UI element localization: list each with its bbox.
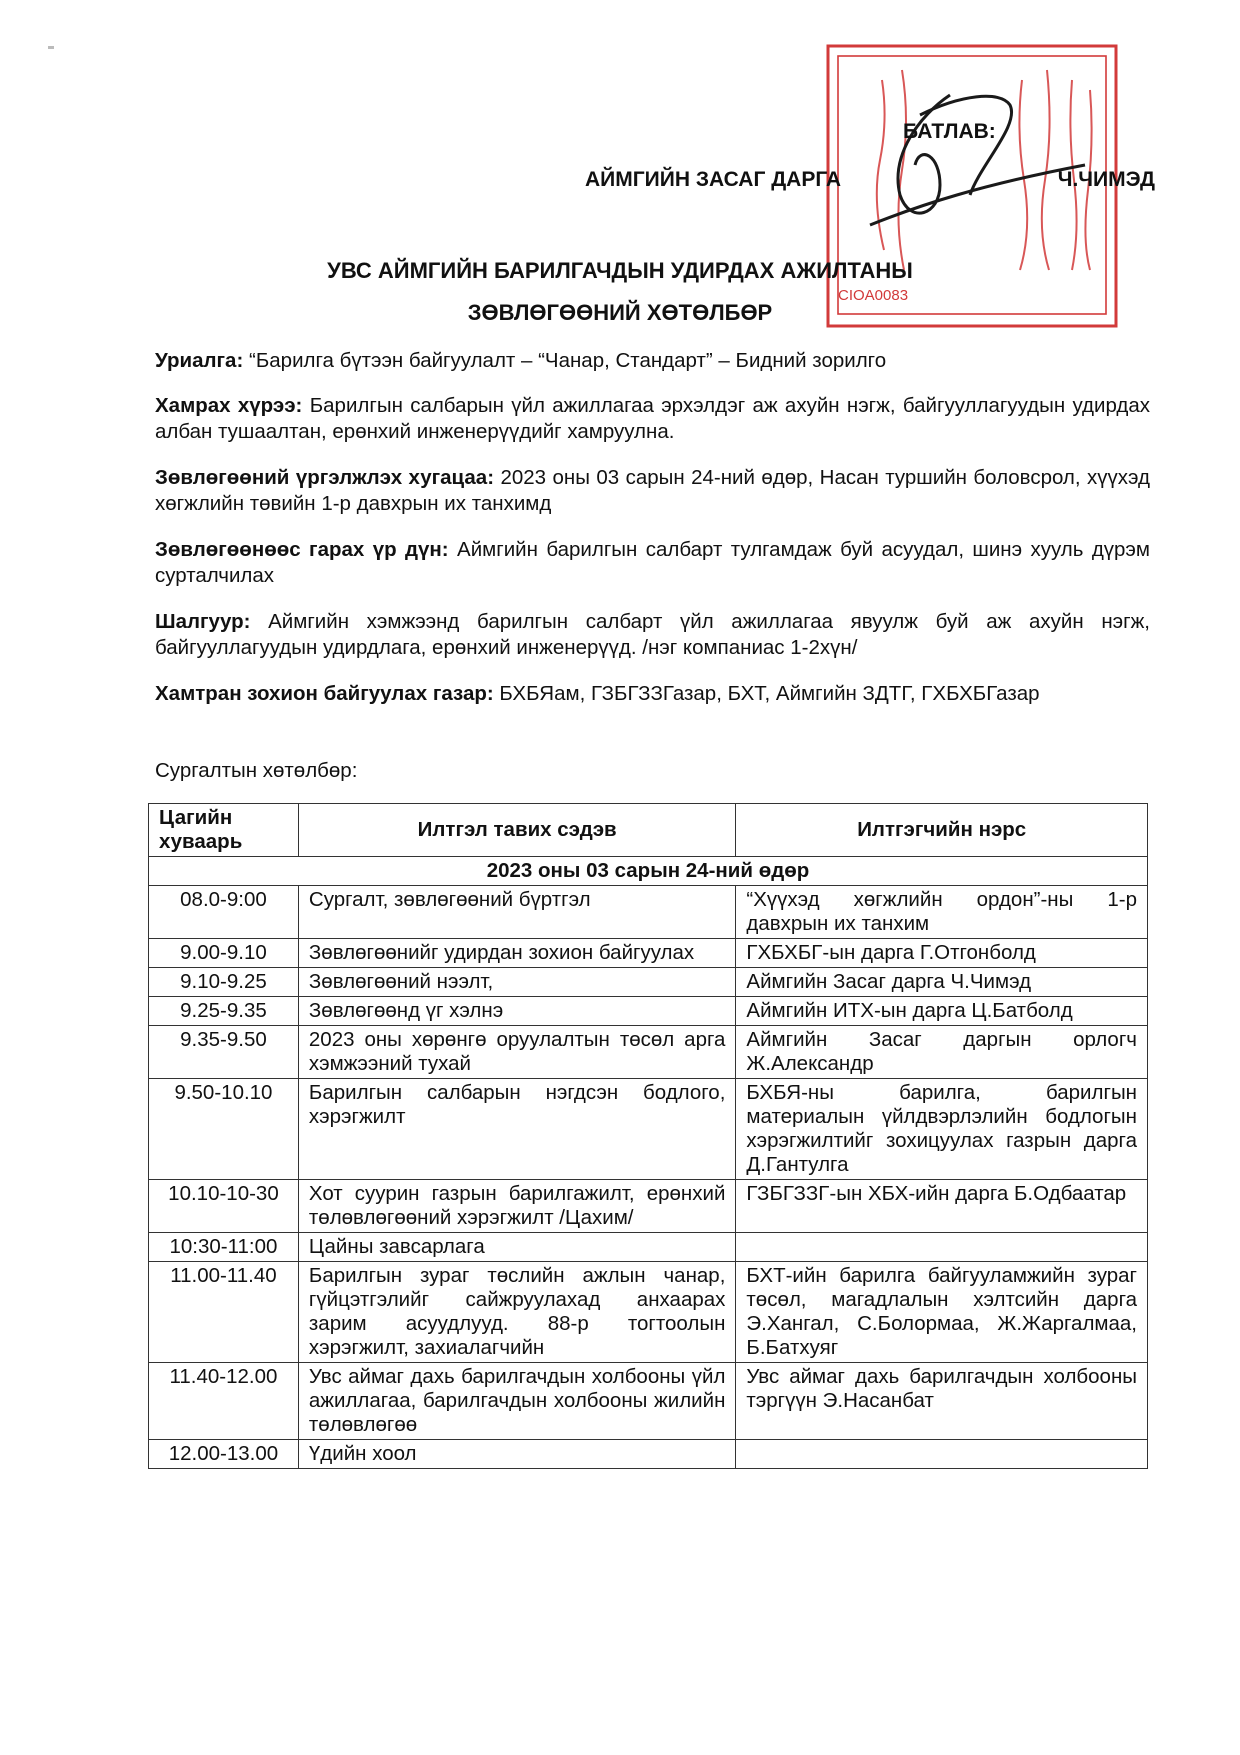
section-scope [155,393,1150,445]
topic-cell: Зөвлөгөөнд үг хэлнэ [298,997,736,1026]
document-title-line2: ЗӨВЛӨГӨӨНИЙ ХӨТӨЛБӨР [467,300,773,325]
topic-cell: Хот суурин газрын барилгажилт, ерөнхий төлөвлөгөөний хэрэгжилт /Цахим/ [298,1180,736,1233]
section-text: 2023 оны 03 сарын 24-ний өдөр, Насан туршийн боловсрол, хүүхэд хөгжлийн төвийн 1-р давхрын их танхимд [155,466,1150,515]
speaker-cell: Аймгийн ИТХ-ын дарга Ц.Батболд [736,997,1148,1026]
time-cell: 11.40-12.00 [149,1363,299,1440]
time-cell: 08.0-9:00 [149,886,299,939]
speaker-cell: БХБЯ-ны барилга, барилгын материалын үйлдвэрлэлийн бодлогын хэрэгжилтийг зохицуулах газрын дарга Д.Гантулга [736,1079,1148,1180]
table-row [149,1262,1148,1363]
section-label: Хамрах хүрээ: [155,394,303,417]
signature [860,85,1090,235]
section-text: “Барилга бүтээн байгуулалт – “Чанар, Стандарт” – Бидний зорилго [243,349,887,372]
header-speaker: Илтгэгчийн нэрс [736,804,1148,857]
speaker-cell [736,1440,1148,1469]
section-co-organizers [155,681,1150,707]
section-text: Барилгын салбарын үйл ажиллагаа эрхэлдэг аж ахуйн нэгж, байгууллагуудын удирдах албан тушаалтан, ерөнхий инженерүүдийг хамруулна. [155,394,1150,443]
table-row [149,1026,1148,1079]
table-row [149,1440,1148,1469]
speaker-cell: “Хүүхэд хөгжлийн ордон”-ны 1-р давхрын их танхим [736,886,1148,939]
topic-cell: Сургалт, зөвлөгөөний бүртгэл [298,886,736,939]
time-cell: 11.00-11.40 [149,1262,299,1363]
section-label: Зөвлөгөөний үргэлжлэх хугацаа: [155,466,495,489]
section-text: Аймгийн хэмжээнд барилгын салбарт үйл ажиллагаа явуулж буй аж ахуйн нэгж, байгууллагуудын удирдлага, ерөнхий инженерүүд. /нэг компаниас 1-2хүн/ [155,610,1150,659]
speaker-cell: Аймгийн Засаг даргын орлогч Ж.Александр [736,1026,1148,1079]
table-header-row [149,804,1148,857]
document-title-line1: УВС АЙМГИЙН БАРИЛГАЧДЫН УДИРДАХ АЖИЛТАНЫ [327,258,913,283]
topic-cell: Увс аймаг дахь барилгачдын холбооны үйл ажиллагаа, барилгачдын холбооны жилийн төлөвлөгөө [298,1363,736,1440]
section-text: БХБЯам, ГЗБГЗЗГазар, БХТ, Аймгийн ЗДТГ, ГХБХБГазар [493,682,1040,705]
topic-cell: Барилгын зураг төслийн ажлын чанар, гүйцэтгэлийг сайжруулахад анхаарах зарим асуудлууд. 88-р тогтоолын хэрэгжилт, захиалагчийн [298,1262,736,1363]
table-row [149,1079,1148,1180]
speaker-cell: ГЗБГЗЗГ-ын ХБХ-ийн дарга Б.Одбаатар [736,1180,1148,1233]
schedule-table [148,803,1148,1469]
section-slogan [155,348,1150,374]
table-row [149,886,1148,939]
section-label: Хамтран зохион байгуулах газар: [155,682,494,705]
time-cell: 9.25-9.35 [149,997,299,1026]
table-row [149,1233,1148,1262]
approver-name: Ч.ЧИМЭД [1057,168,1155,191]
section-text: Аймгийн барилгын салбарт тулгамдаж буй асуудал, шинэ хууль дүрэм сурталчилах [155,538,1150,587]
speaker-cell: ГХБХБГ-ын дарга Г.Отгонболд [736,939,1148,968]
topic-cell: Цайны завсарлага [298,1233,736,1262]
speaker-cell: БХТ-ийн барилга байгууламжийн зураг төсөл, магадлалын хэлтсийн дарга Э.Хангал, С.Болормаа, Ж.Жаргалмаа, Б.Батхуяг [736,1262,1148,1363]
section-outcome [155,537,1150,589]
topic-cell: Зөвлөгөөний нээлт, [298,968,736,997]
speaker-cell: Аймгийн Засаг дарга Ч.Чимэд [736,968,1148,997]
section-label: Зөвлөгөөнөөс гарах үр дүн: [155,538,449,561]
table-row [149,1363,1148,1440]
section-duration [155,465,1150,517]
time-cell: 9.10-9.25 [149,968,299,997]
section-label: Шалгуур: [155,610,251,633]
scan-mark [48,46,54,49]
table-row [149,968,1148,997]
time-cell: 10:30-11:00 [149,1233,299,1262]
table-row [149,997,1148,1026]
speaker-cell: Увс аймаг дахь барилгачдын холбооны тэргүүн Э.Насанбат [736,1363,1148,1440]
table-row [149,939,1148,968]
seal-code: CIOA0083 [838,287,909,304]
section-criteria [155,609,1150,661]
time-cell: 12.00-13.00 [149,1440,299,1469]
approval-title: БАТЛАВ: [903,120,996,143]
time-cell: 10.10-10-30 [149,1180,299,1233]
topic-cell: Барилгын салбарын нэгдсэн бодлого, хэрэгжилт [298,1079,736,1180]
time-cell: 9.35-9.50 [149,1026,299,1079]
speaker-cell [736,1233,1148,1262]
header-topic: Илтгэл тавих сэдэв [298,804,736,857]
table-row [149,1180,1148,1233]
topic-cell: 2023 оны хөрөнгө оруулалтын төсөл арга хэмжээний тухай [298,1026,736,1079]
time-cell: 9.00-9.10 [149,939,299,968]
topic-cell: Зөвлөгөөнийг удирдан зохион байгуулах [298,939,736,968]
topic-cell: Үдийн хоол [298,1440,736,1469]
approver-role: АЙМГИЙН ЗАСАГ ДАРГА [585,168,842,191]
schedule-date: 2023 оны 03 сарын 24-ний өдөр [149,857,1148,886]
program-label: Сургалтын хөтөлбөр: [155,759,358,782]
header-time: Цагийн хуваарь [149,804,299,857]
time-cell: 9.50-10.10 [149,1079,299,1180]
section-label: Уриалга: [155,349,244,372]
date-row [149,857,1148,886]
